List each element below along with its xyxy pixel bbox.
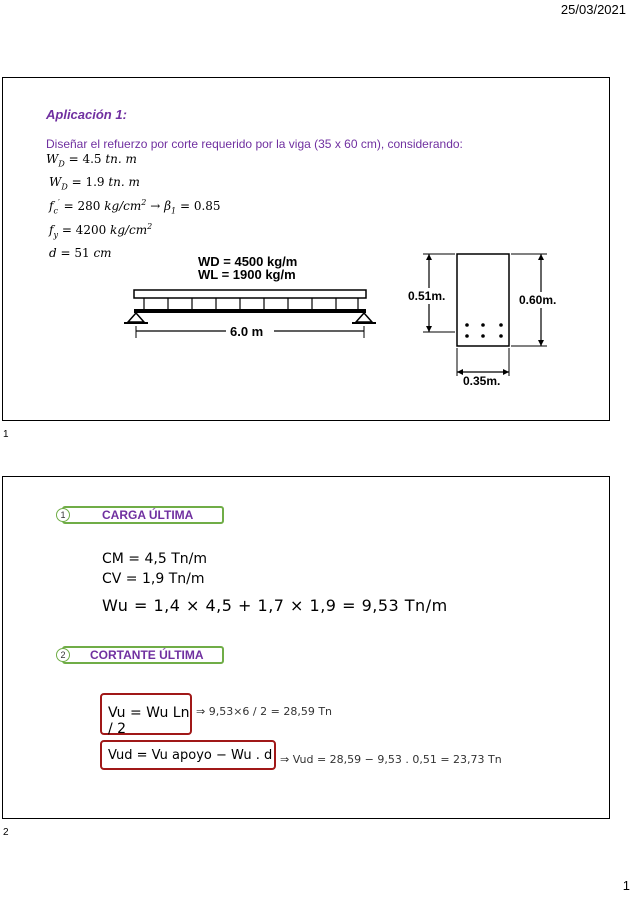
load-label-wl: WL = 1900 kg/m bbox=[198, 267, 296, 282]
section-h-label: 0.60m. bbox=[519, 293, 557, 307]
left-support bbox=[128, 313, 144, 322]
section-1-label: CARGA ÚLTIMA bbox=[102, 508, 194, 522]
slide-2-number: 2 bbox=[3, 827, 9, 838]
load-arrows bbox=[144, 298, 358, 309]
equation-fy: $f_y = 4200$ $kg/cm^2$ bbox=[49, 222, 153, 240]
beam bbox=[134, 309, 366, 313]
section-b-label: 0.35m. bbox=[463, 374, 501, 388]
vud-formula: Vud = Vu apoyo − Wu . d bbox=[108, 748, 273, 763]
equation-d: d = 51 cm bbox=[49, 246, 112, 260]
equation-fc: $f_c' = 280$ $kg/cm^2 \to \beta_1 = 0.85$ bbox=[49, 198, 221, 216]
slide-1-description: Diseñar el refuerzo por corte requerido por la viga (35 x 60 cm), considerando: bbox=[46, 137, 463, 151]
cm-line: CM = 4,5 Tn/m bbox=[102, 551, 207, 567]
slide-1-number: 1 bbox=[3, 429, 9, 440]
equation-wd: $W_D = 4.5$ tn. m bbox=[46, 152, 137, 169]
beam-diagram bbox=[122, 252, 382, 352]
wu-line: Wu = 1,4 × 4,5 + 1,7 × 1,9 = 9,53 Tn/m bbox=[102, 596, 448, 615]
span-label: 6.0 m bbox=[230, 324, 264, 339]
right-support bbox=[356, 313, 372, 322]
section-outline bbox=[457, 254, 509, 346]
section-1-number: 1 bbox=[56, 508, 70, 522]
vu-result: ⇒ 9,53×6 / 2 = 28,59 Tn bbox=[196, 705, 333, 718]
rebar-dots bbox=[465, 323, 503, 338]
vud-result: ⇒ Vud = 28,59 − 9,53 . 0,51 = 23,73 Tn bbox=[280, 753, 502, 766]
header-date: 25/03/2021 bbox=[560, 2, 626, 17]
section-2-label: CORTANTE ÚLTIMA bbox=[90, 648, 204, 662]
section-2-header bbox=[62, 646, 224, 664]
section-1-header bbox=[62, 506, 224, 524]
section-2-number: 2 bbox=[56, 648, 70, 662]
vu-formula: Vu = Wu Ln / 2 bbox=[108, 705, 190, 737]
section-diagram bbox=[405, 248, 575, 388]
section-d-label: 0.51m. bbox=[408, 289, 446, 303]
vud-formula-box bbox=[100, 740, 276, 770]
cv-line: CV = 1,9 Tn/m bbox=[102, 571, 205, 587]
equation-wd-2: $W_D = 1.9$ tn. m bbox=[49, 175, 140, 192]
page-number: 1 bbox=[622, 878, 630, 893]
slide-1-title: Aplicación 1: bbox=[46, 107, 127, 122]
vu-formula-box bbox=[100, 693, 192, 735]
load-label-wd: WD = 4500 kg/m bbox=[198, 254, 298, 269]
